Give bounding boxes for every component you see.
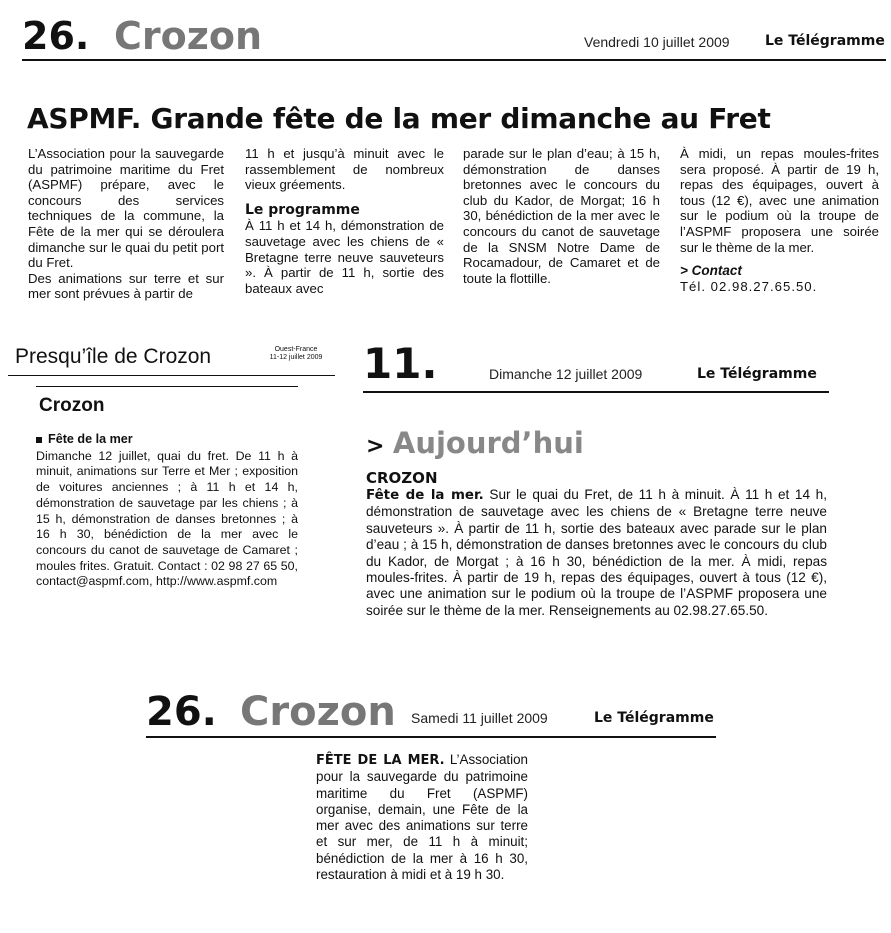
clip2-header-rule: [363, 391, 829, 393]
ouest-france-town-rule: [36, 386, 298, 387]
clip1-column-4: [680, 146, 879, 294]
clip1-column-2: [245, 146, 444, 296]
clip1-col1-text-b: Des animations sur terre et sur mer sont prévues à partir de: [28, 270, 224, 302]
clip3-town: Crozon: [240, 689, 396, 735]
clip1-col2-text-b: À 11 h et 14 h, démonstration de sauvetage avec les chiens de « Bretagne terre neuve sauveteurs ». À partir de 11 h, sortie des bateaux avec: [245, 218, 444, 296]
clip1-col3-text: parade sur le plan d’eau; à 15 h, démonstration de danses bretonnes avec le concours du club du Kador, de Morgat; 16 h 30, bénédiction de la mer avec le concours du canot de sauvetage de la SNSM Notre Dame de Rocamadour, de Camaret et de toute la flottille.: [463, 146, 660, 286]
clip1-page-number: 26.: [22, 14, 90, 58]
clip2-section: Aujourd’hui: [392, 426, 584, 460]
clip3-lead: FÊTE DE LA MER.: [316, 753, 445, 768]
clip1-contact-phone: Tél. 02.98.27.65.50.: [680, 278, 818, 294]
clip2-date: Dimanche 12 juillet 2009: [489, 366, 643, 382]
clip3-date: Samedi 11 juillet 2009: [411, 710, 548, 726]
clip3-text: L’Association pour la sauvegarde du patrimoine maritime du Fret (ASPMF) organise, demain, une Fête de la mer avec des animations sur terre et sur mer, de 11 h à minuit; bénédiction de la mer à 16 h 30, restauration à midi et à 19 h 30.: [316, 752, 528, 883]
clip1-headline: ASPMF. Grande fête de la mer dimanche au Fret: [27, 102, 771, 135]
clip1-col4-text: À midi, un repas moules-frites sera proposé. À partir de 19 h, repas des équipages, ouvert à tous (12 €), avec une animation sur le podium où la troupe de l’ASPMF proposera une soirée sur le thème de la mer.: [680, 146, 879, 255]
ouest-france-item-head-text: Fête de la mer: [48, 432, 133, 446]
clip2-newspaper: Le Télégramme: [697, 366, 817, 382]
clip2-page-number: 11.: [363, 339, 438, 388]
clip1-date: Vendredi 10 juillet 2009: [584, 34, 730, 50]
ouest-france-source: [258, 346, 334, 362]
chevron-right-icon: >: [366, 434, 385, 459]
clip1-column-3: [463, 146, 660, 286]
clip1-newspaper: Le Télégramme: [765, 33, 885, 49]
ouest-france-item-body: Dimanche 12 juillet, quai du fret. De 11 h à minuit, animations sur Terre et Mer ; exposition de voitures anciennes ; à 11 h et 14 h, démonstration de sauvetage par les chiens ; à 15 h, démonstration de danses bretonnes ; à 16 h 30, bénédiction de la mer avec le concours du canot de sauvetage de Camaret ; moules frites. Gratuit. Contact : 02 98 27 65 50, contact@aspmf.com, http://www.aspmf.com: [36, 448, 298, 589]
clip1-col2-text: 11 h et jusqu’à minuit avec le rassemblement de nombreux vieux gréements.: [245, 146, 444, 193]
clip1-column-1: [28, 146, 224, 302]
ouest-france-town: Crozon: [39, 395, 105, 416]
clip2-text: Sur le quai du Fret, de 11 h à minuit. À 11 h et 14 h, démonstration de sauvetage avec les chiens de « Bretagne terre neuve sauveteurs ». À partir de 11 h, sortie des bateaux avec parade sur le plan d’eau ; à 15 h, démonstration de danses bretonnes avec le concours du club du Kador, de Morgat ; à 16 h 30, bénédiction de la mer. À midi, repas moules-frites. À partir de 19 h, repas des équipages, ouvert à tous (12 €), avec une animation sur le podium où la troupe de l’ASPMF proposera une soirée sur le thème de la mer. Renseignements au 02.98.27.65.50.: [366, 487, 827, 618]
ouest-france-item: [36, 432, 298, 590]
clip2-lead: Fête de la mer.: [366, 488, 484, 503]
clip2-section-heading: [366, 426, 584, 460]
clip3-newspaper: Le Télégramme: [594, 710, 714, 726]
clip3-header-rule: [146, 736, 716, 738]
ouest-france-item-head: [36, 432, 298, 448]
ouest-france-source-name: Ouest-France: [274, 346, 318, 353]
clip1-col1-text: L’Association pour la sauvegarde du patrimoine maritime du Fret (ASPMF) prépare, avec le concours des services techniques de la commune, la Fête de la mer qui se déroulera dimanche sur le quai du petit port du Fret.: [28, 146, 224, 271]
clip1-town: Crozon: [114, 14, 263, 58]
clip1-contact-label: > Contact: [680, 263, 742, 279]
clip1-header-rule: [22, 59, 886, 61]
clip3-page-number: 26.: [146, 689, 217, 735]
clip2-body: [366, 487, 827, 619]
ouest-france-title-rule: [8, 375, 335, 376]
clip2-town: CROZON: [366, 469, 438, 487]
bullet-icon: [36, 437, 42, 443]
clip3-body: [316, 752, 528, 883]
ouest-france-title: Presqu’île de Crozon: [15, 345, 212, 368]
clip1-subhead: Le programme: [245, 201, 360, 218]
ouest-france-source-date: 11-12 juillet 2009: [269, 354, 323, 361]
